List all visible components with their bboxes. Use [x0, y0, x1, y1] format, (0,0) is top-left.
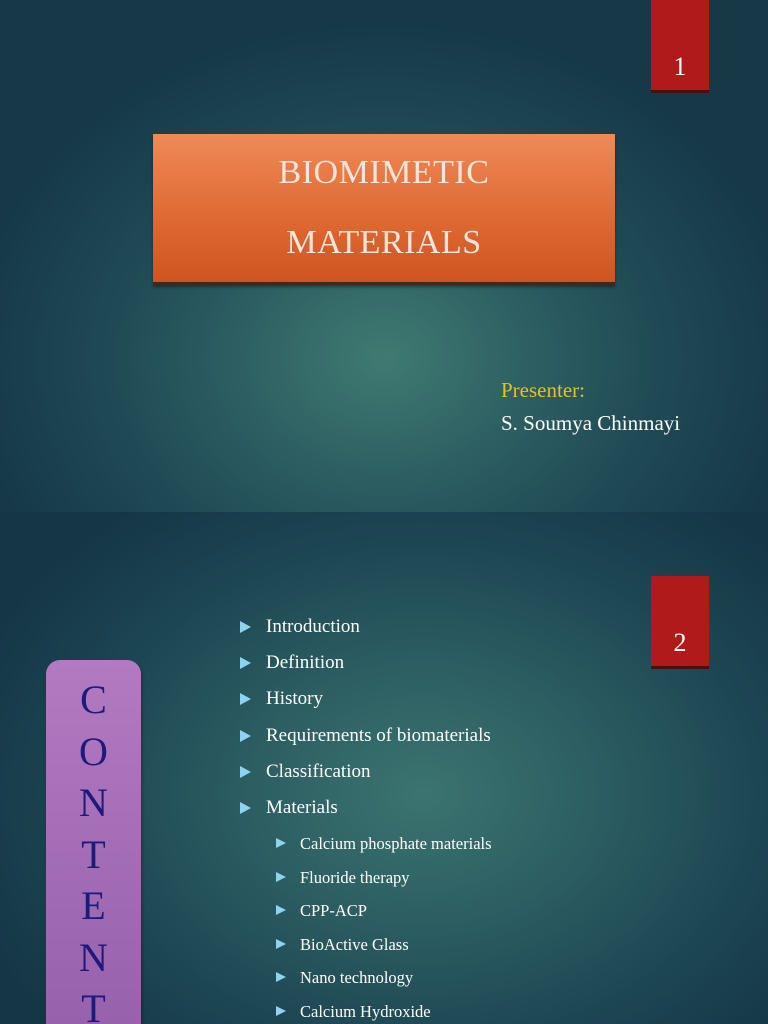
list-item-label: History — [266, 688, 323, 710]
page-number-badge — [651, 0, 709, 93]
list-item-label: Definition — [266, 652, 345, 674]
sub-list-item-label: Calcium Hydroxide — [300, 1001, 431, 1021]
list-item — [240, 652, 491, 688]
presenter-name: S. Soumya Chinmayi — [501, 411, 681, 435]
content-letter: N — [79, 934, 108, 980]
sub-list-item-label: CPP-ACP — [300, 901, 367, 921]
sub-list-item-label: Nano technology — [300, 968, 414, 988]
list-item — [240, 761, 491, 797]
triangle-bullet-icon — [240, 730, 251, 742]
triangle-bullet-icon — [276, 872, 286, 882]
title-box — [153, 134, 615, 285]
sub-list-item — [276, 834, 492, 868]
list-item-label: Materials — [266, 796, 338, 818]
list-item — [240, 616, 491, 652]
materials-sublist — [276, 834, 492, 1024]
list-item — [240, 797, 491, 833]
content-list — [240, 616, 491, 833]
sub-list-item — [276, 968, 492, 1002]
page-number: 1 — [673, 52, 687, 81]
triangle-bullet-icon — [240, 657, 251, 669]
slide-2 — [0, 512, 768, 1024]
presenter-label: Presenter: — [501, 378, 585, 402]
triangle-bullet-icon — [276, 939, 286, 949]
list-item-label: Requirements of biomaterials — [266, 724, 491, 746]
triangle-bullet-icon — [276, 972, 286, 982]
sub-list-item — [276, 1002, 492, 1024]
triangle-bullet-icon — [276, 838, 286, 848]
sub-list-item — [276, 868, 492, 902]
title-line-1: BIOMIMETIC — [278, 154, 490, 191]
content-letter: N — [79, 780, 108, 825]
content-letter: O — [79, 728, 108, 774]
page-number: 2 — [673, 628, 687, 657]
list-item — [240, 688, 491, 724]
triangle-bullet-icon — [240, 802, 251, 814]
content-letter: E — [81, 883, 106, 928]
triangle-bullet-icon — [276, 905, 286, 915]
content-letter: T — [81, 986, 106, 1024]
list-item-label: Classification — [266, 760, 371, 782]
sub-list-item-label: Calcium phosphate materials — [300, 834, 492, 853]
list-item — [240, 725, 491, 761]
triangle-bullet-icon — [240, 621, 251, 633]
sub-list-item — [276, 901, 492, 935]
list-item-label: Introduction — [266, 616, 360, 637]
sub-list-item-label: BioActive Glass — [300, 934, 409, 954]
triangle-bullet-icon — [240, 766, 251, 778]
triangle-bullet-icon — [240, 693, 251, 705]
sub-list-item — [276, 935, 492, 969]
content-side-tab — [46, 660, 141, 1024]
content-letter: T — [81, 831, 106, 877]
triangle-bullet-icon — [276, 1006, 286, 1016]
page-number-badge — [651, 576, 709, 669]
sub-list-item-label: Fluoride therapy — [300, 867, 410, 887]
content-letter: C — [80, 677, 107, 722]
title-line-2: MATERIALS — [286, 224, 482, 261]
